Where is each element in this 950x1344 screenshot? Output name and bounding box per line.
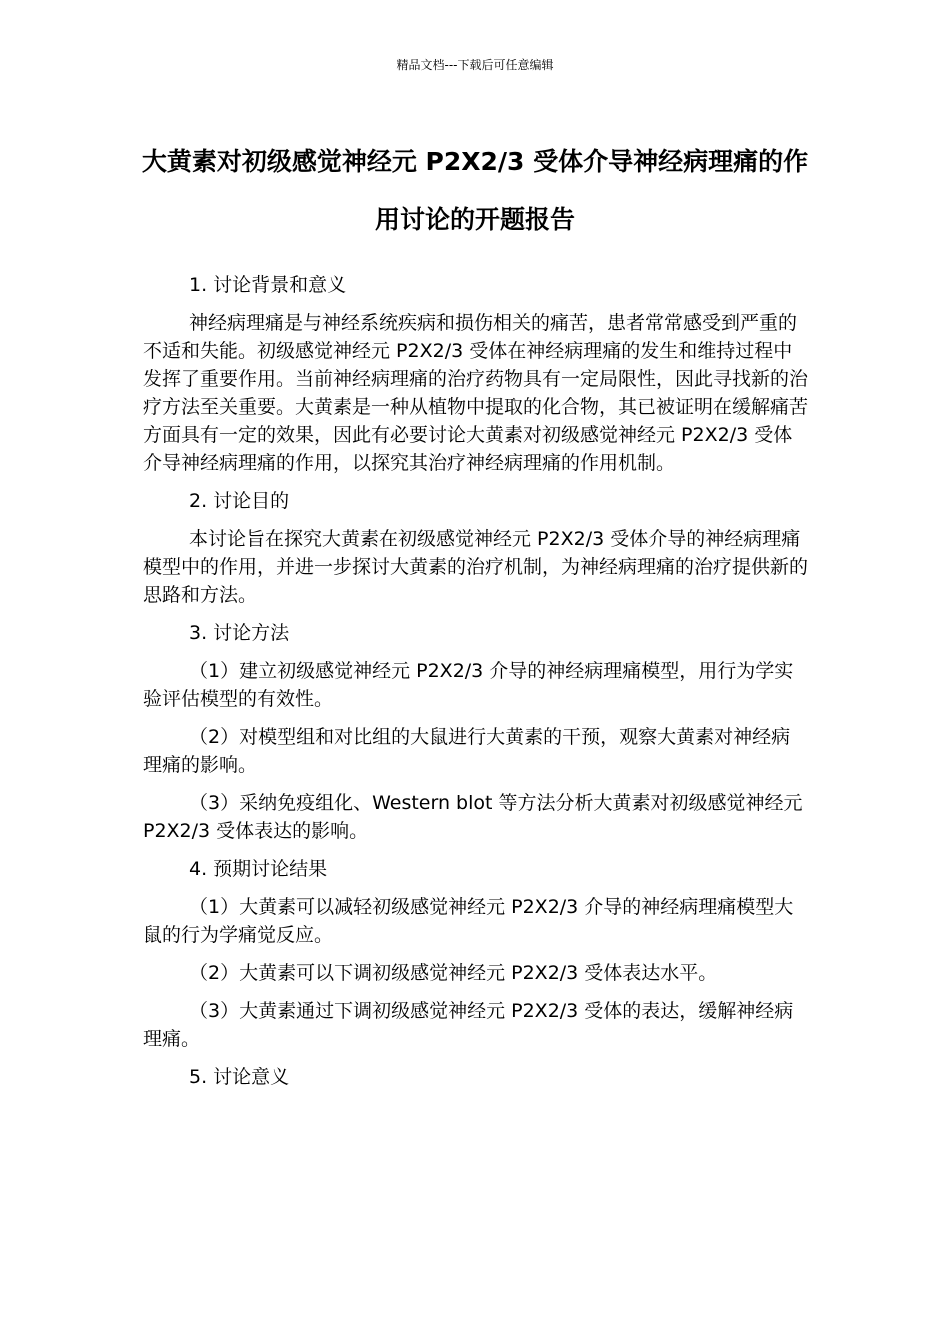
section-2-heading: 2. 讨论目的 xyxy=(189,490,290,512)
section-3-item-2: （2）对模型组和对比组的大鼠进行大黄素的干预，观察大黄素对神经病理痛的影响。 xyxy=(143,726,791,776)
section-4-item-3: （3）大黄素通过下调初级感觉神经元 P2X2/3 受体的表达，缓解神经病理痛。 xyxy=(143,1000,794,1050)
section-1-paragraph: 神经病理痛是与神经系统疾病和损伤相关的痛苦，患者常常感受到严重的不适和失能。初级感觉神经元 P2X2/3 受体在神经病理痛的发生和维持过程中发挥了重要作用。当前神经病理痛的治疗药物具有一定局限性，因此寻找新的治疗方法至关重要。大黄素是一种从植物中提取的化合物，其已被证明在缓解痛苦方面具有一定的效果，因此有必要讨论大黄素对初级感觉神经元 P2X2/3 受体介导神经病理痛的作用，以探究其治疗神经病理痛的作用机制。 xyxy=(143,312,809,474)
section-1-heading: 1. 讨论背景和意义 xyxy=(189,274,347,296)
section-5-heading: 5. 讨论意义 xyxy=(189,1066,290,1088)
document-body xyxy=(143,271,808,1101)
section-4-heading: 4. 预期讨论结果 xyxy=(189,858,328,880)
section-3-item-3: （3）采纳免疫组化、Western blot 等方法分析大黄素对初级感觉神经元 P2X2/3 受体表达的影响。 xyxy=(143,792,803,842)
section-4-item-2: （2）大黄素可以下调初级感觉神经元 P2X2/3 受体表达水平。 xyxy=(189,962,718,984)
section-3-item-1: （1）建立初级感觉神经元 P2X2/3 介导的神经病理痛模型，用行为学实验评估模型的有效性。 xyxy=(143,660,794,710)
section-3-heading: 3. 讨论方法 xyxy=(189,622,290,644)
section-2-paragraph: 本讨论旨在探究大黄素在初级感觉神经元 P2X2/3 受体介导的神经病理痛模型中的作用，并进一步探讨大黄素的治疗机制，为神经病理痛的治疗提供新的思路和方法。 xyxy=(143,528,809,606)
header-note: 精品文档---下载后可任意编辑 xyxy=(396,58,554,72)
section-4-item-1: （1）大黄素可以减轻初级感觉神经元 P2X2/3 介导的神经病理痛模型大鼠的行为学痛觉反应。 xyxy=(143,896,794,946)
document-title: 大黄素对初级感觉神经元 P2X2/3 受体介导神经病理痛的作用讨论的开题报告 xyxy=(141,147,809,234)
